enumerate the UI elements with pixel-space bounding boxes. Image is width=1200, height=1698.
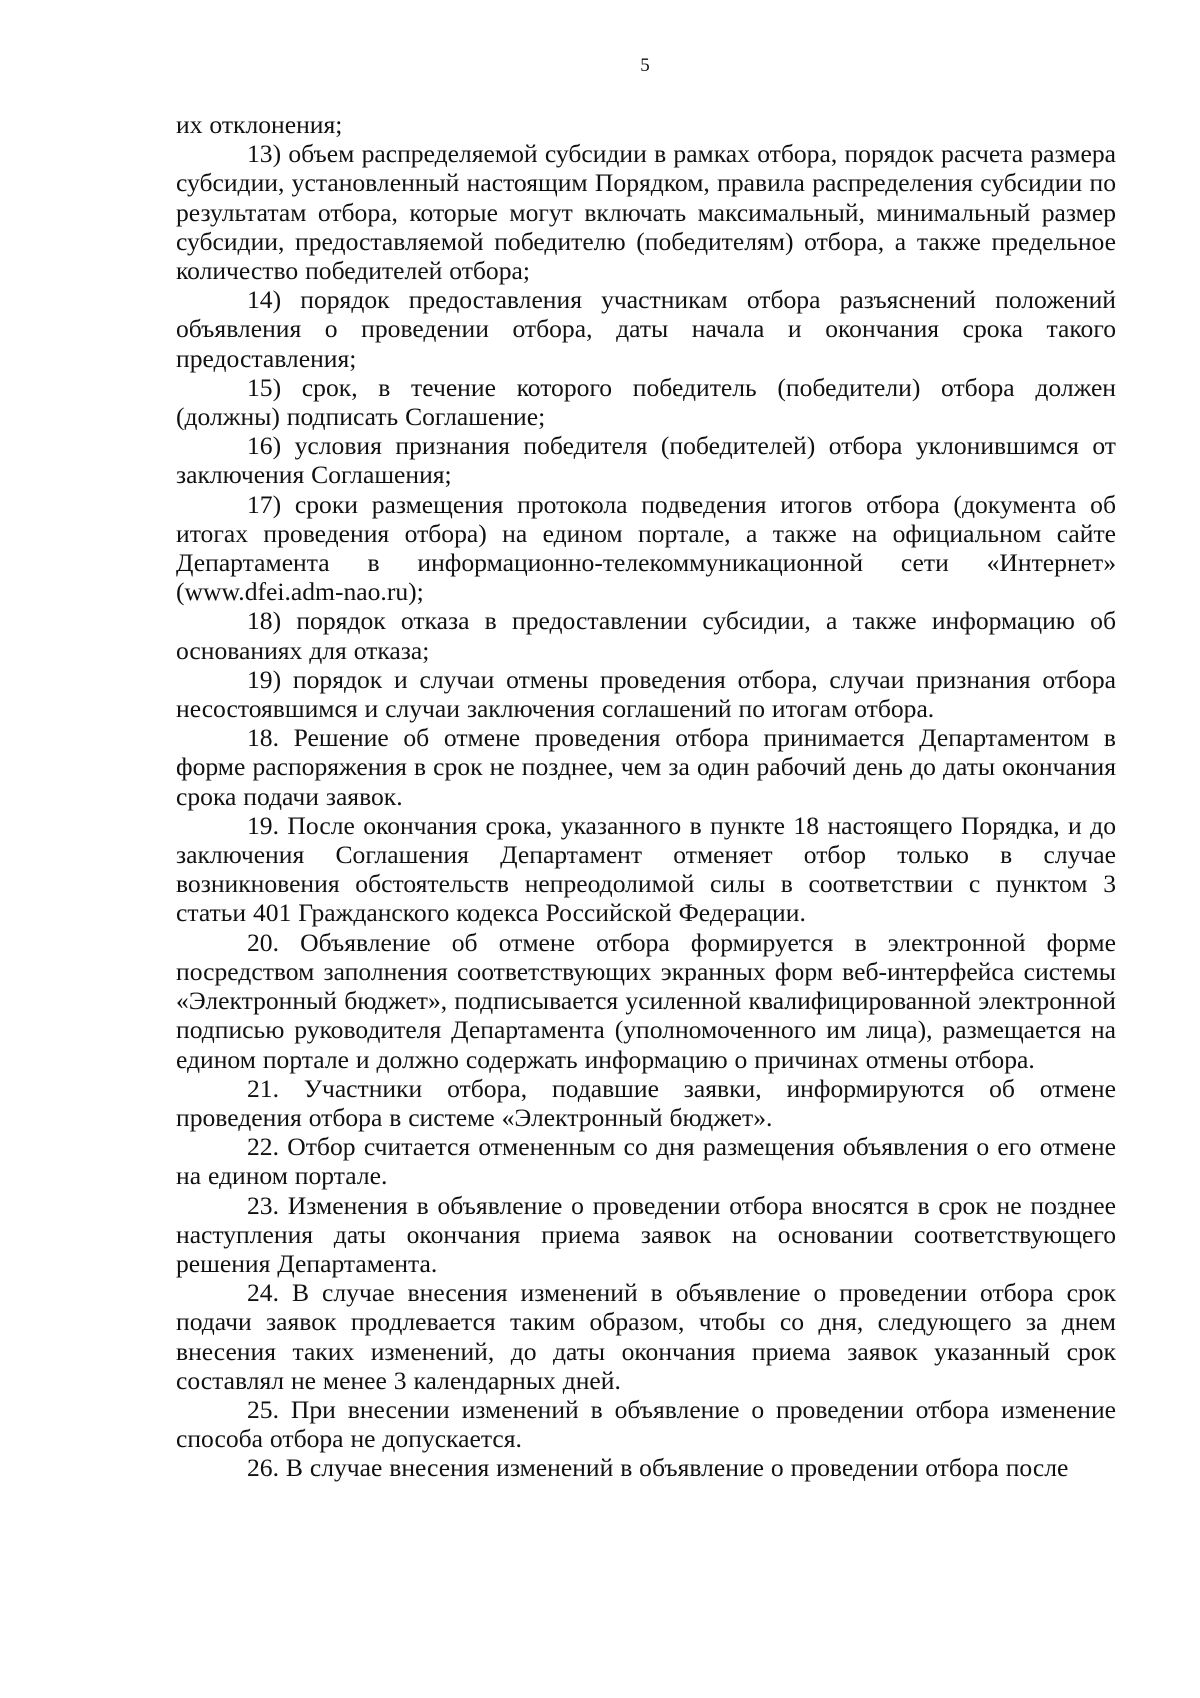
list-item-17: 17) сроки размещения протокола подведения итогов отбора (документа об итогах проведения отбора) на едином портале, а также на официальном сайте Департамента в информационно-телекоммуникационной сети «Интернет» (www.dfei.adm-nao.ru);	[176, 489, 1116, 607]
clause-22: 22. Отбор считается отмененным со дня размещения объявления о его отмене на едином портале.	[176, 1132, 1116, 1191]
page-number: 5	[640, 55, 650, 76]
clause-19: 19. После окончания срока, указанного в пункте 18 настоящего Порядка, и до заключения Соглашения Департамент отменяет отбор только в случае возникновения обстоятельств непреодолимой силы в соответствии с пунктом 3 статьи 401 Гражданского кодекса Российской Федерации.	[176, 810, 1116, 928]
clause-18: 18. Решение об отмене проведения отбора принимается Департаментом в форме распоряжения в срок не позднее, чем за один рабочий день до даты окончания срока подачи заявок.	[176, 723, 1116, 811]
clause-23: 23. Изменения в объявление о проведении отбора вносятся в срок не позднее наступления даты окончания приема заявок на основании соответствующего решения Департамента.	[176, 1190, 1116, 1278]
list-item-14: 14) порядок предоставления участникам отбора разъяснений положений объявления о проведении отбора, даты начала и окончания срока такого предоставления;	[176, 285, 1116, 373]
list-item-16: 16) условия признания победителя (победителей) отбора уклонившимся от заключения Соглашения;	[176, 431, 1116, 490]
clause-21: 21. Участники отбора, подавшие заявки, информируются об отмене проведения отбора в системе «Электронный бюджет».	[176, 1073, 1116, 1132]
clause-25: 25. При внесении изменений в объявление о проведении отбора изменение способа отбора не допускается.	[176, 1394, 1116, 1454]
clause-26: 26. В случае внесения изменений в объявление о проведении отбора после	[247, 1453, 1069, 1483]
document-body	[176, 110, 1116, 1483]
clause-20: 20. Объявление об отмене отбора формируется в электронной форме посредством заполнения соответствующих экранных форм веб-интерфейса системы «Электронный бюджет», подписывается усиленной квалифицированной электронной подписью руководителя Департамента (уполномоченного им лица), размещается на едином портале и должно содержать информацию о причинах отмены отбора.	[176, 927, 1116, 1074]
list-item-18: 18) порядок отказа в предоставлении субсидии, а также информацию об основаниях для отказа;	[176, 606, 1116, 665]
list-item-15: 15) срок, в течение которого победитель (победители) отбора должен (должны) подписать Соглашение;	[176, 372, 1116, 432]
clause-24: 24. В случае внесения изменений в объявление о проведении отбора срок подачи заявок продлевается таким образом, чтобы со дня, следующего за днем внесения таких изменений, до даты окончания приема заявок указанный срок составлял не менее 3 календарных дней.	[176, 1278, 1116, 1395]
paragraph-continuation: их отклонения;	[176, 110, 343, 139]
list-item-13: 13) объем распределяемой субсидии в рамках отбора, порядок расчета размера субсидии, установленный настоящим Порядком, правила распределения субсидии по результатам отбора, которые могут включать максимальный, минимальный размер субсидии, предоставляемой победителю (победителям) отбора, а также предельное количество победителей отбора;	[176, 139, 1116, 286]
list-item-19: 19) порядок и случаи отмены проведения отбора, случаи признания отбора несостоявшимся и случаи заключения соглашений по итогам отбора.	[176, 664, 1116, 724]
